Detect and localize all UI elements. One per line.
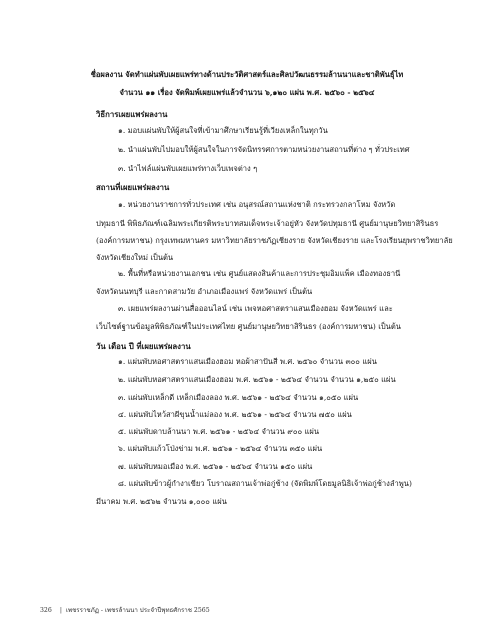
places-paragraph-3-line: ๓. เผยแพร่ผลงานผ่านสื่อออนไลน์ เช่น เพจหอศาสตราแสนเมืองฮอม จังหวัดแพร่ และ: [118, 304, 393, 313]
places-paragraph-1-line: จังหวัดเชียงใหม่ เป็นต้น: [96, 253, 174, 262]
dates-item-8-line: มีนาคม พ.ศ. ๒๕๖๒ จำนวน ๑,๐๐๐ แผ่น: [96, 497, 227, 506]
places-paragraph-2-line: ๒. พื้นที่หรือหน่วยงานเอกชน เช่น ศูนย์แสดงสินค้าและการประชุมอิมแพ็ค เมืองทองธานี: [118, 269, 401, 278]
dates-item: ๗. แผ่นพับหมอเมือง พ.ศ. ๒๕๖๑ - ๒๕๖๔ จำนวน ๑๕๐ แผ่น: [118, 462, 313, 471]
document-title-line-2: จำนวน ๑๑ เรื่อง จัดพิมพ์เผยแพร่แล้วจำนวน ๖,๑๒๐ แผ่น พ.ศ. ๒๕๖๐ - ๒๕๖๔: [119, 88, 375, 97]
journal-name: เพชรราชภัฏ - เพชรล้านนา ประจำปีพุทธศักราช 2565: [65, 607, 210, 614]
places-paragraph-3-line: เว็บไซต์ฐานข้อมูลพิพิธภัณฑ์ในประเทศไทย ศูนย์มานุษยวิทยาสิรินธร (องค์การมหาชน) เป็นต้น: [96, 322, 401, 331]
document-title-line-1: ชื่อผลงาน จัดทำแผ่นพับเผยแพร่ทางด้านประวัติศาสตร์และศิลปวัฒนธรรมล้านนาและชาติพันธุ์ไท: [90, 70, 404, 79]
dates-item: ๒. แผ่นพับหอศาสตราแสนเมืองฮอม พ.ศ. ๒๕๖๑ - ๒๕๖๔ จำนวน จำนวน ๑,๒๕๐ แผ่น: [118, 375, 396, 384]
methods-item: ๑. มอบแผ่นพับให้ผู้สนใจที่เข้ามาศึกษาเรียนรู้ที่เวียงเหล็กในทุกวัน: [118, 126, 328, 135]
dates-item-8-line: ๘. แผ่นพับข้าวผู้กำงาเขียว โบราณสถานเจ้าพ่อกู่ช้าง (จัดพิมพ์โดยมูลนิธิเจ้าพ่อกู่ช้างลำพูน): [118, 479, 412, 488]
dates-item: ๓. แผ่นพับเหล็กดี เหล็กเมืองลอง พ.ศ. ๒๕๖๑ - ๒๕๖๔ จำนวน ๑,๐๕๐ แผ่น: [118, 393, 359, 402]
places-heading: สถานที่เผยแพร่ผลงาน: [96, 183, 170, 192]
page-number: 326: [40, 607, 52, 614]
footer-separator: |: [59, 607, 62, 614]
dates-item: ๑. แผ่นพับหอศาสตราแสนเมืองฮอม หอผ้าสาปันสี พ.ศ. ๒๕๖๐ จำนวน ๓๐๐ แผ่น: [118, 357, 377, 366]
methods-heading: วิธีการเผยแพร่ผลงาน: [96, 110, 168, 119]
places-paragraph-2-line: จังหวัดนนทบุรี และกาดสามวัย อำเภอเมืองแพร่ จังหวัดแพร่ เป็นต้น: [96, 287, 313, 296]
page-footer: [40, 605, 210, 615]
places-paragraph-1-line: ปทุมธานี พิพิธภัณฑ์เฉลิมพระเกียรติพระบาทสมเด็จพระเจ้าอยู่หัว จังหวัดปทุมธานี ศูนย์มานุษยวิทยาสิรินธร: [96, 219, 439, 228]
places-paragraph-1-line: ๑. หน่วยงานราชการทั่วประเทศ เช่น อนุสรณ์สถานแห่งชาติ กระทรวงกลาโหม จังหวัด: [118, 200, 396, 209]
methods-item: ๓. นำไฟล์แผ่นพับเผยแพร่ทางเว็บเพจต่าง ๆ: [118, 164, 258, 173]
dates-item: ๖. แผ่นพับแก้วโป่งข่าม พ.ศ. ๒๕๖๑ - ๒๕๖๔ จำนวน ๓๕๐ แผ่น: [118, 444, 323, 453]
methods-item: ๒. นำแผ่นพับไปมอบให้ผู้สนใจในการจัดนิทรรศการตามหน่วยงานสถานที่ต่าง ๆ ทั่วประเทศ: [118, 145, 410, 154]
dates-heading: วัน เดือน ปี ที่เผยแพร่ผลงาน: [96, 342, 191, 351]
dates-item: ๕. แผ่นพับดาบล้านนา พ.ศ. ๒๕๖๑ - ๒๕๖๔ จำนวน ๙๐๐ แผ่น: [118, 427, 320, 436]
dates-item: ๔. แผ่นพับไหว้สาผีขุนน้ำแม่ลอง พ.ศ. ๒๕๖๑ - ๒๕๖๔ จำนวน ๗๕๐ แผ่น: [118, 410, 352, 419]
places-paragraph-1-line: (องค์การมหาชน) กรุงเทพมหานคร มหาวิทยาลัยราชภัฏเชียงราย จังหวัดเชียงราย และโรงเรียนยุพราชวิทยาลัย: [96, 236, 453, 245]
